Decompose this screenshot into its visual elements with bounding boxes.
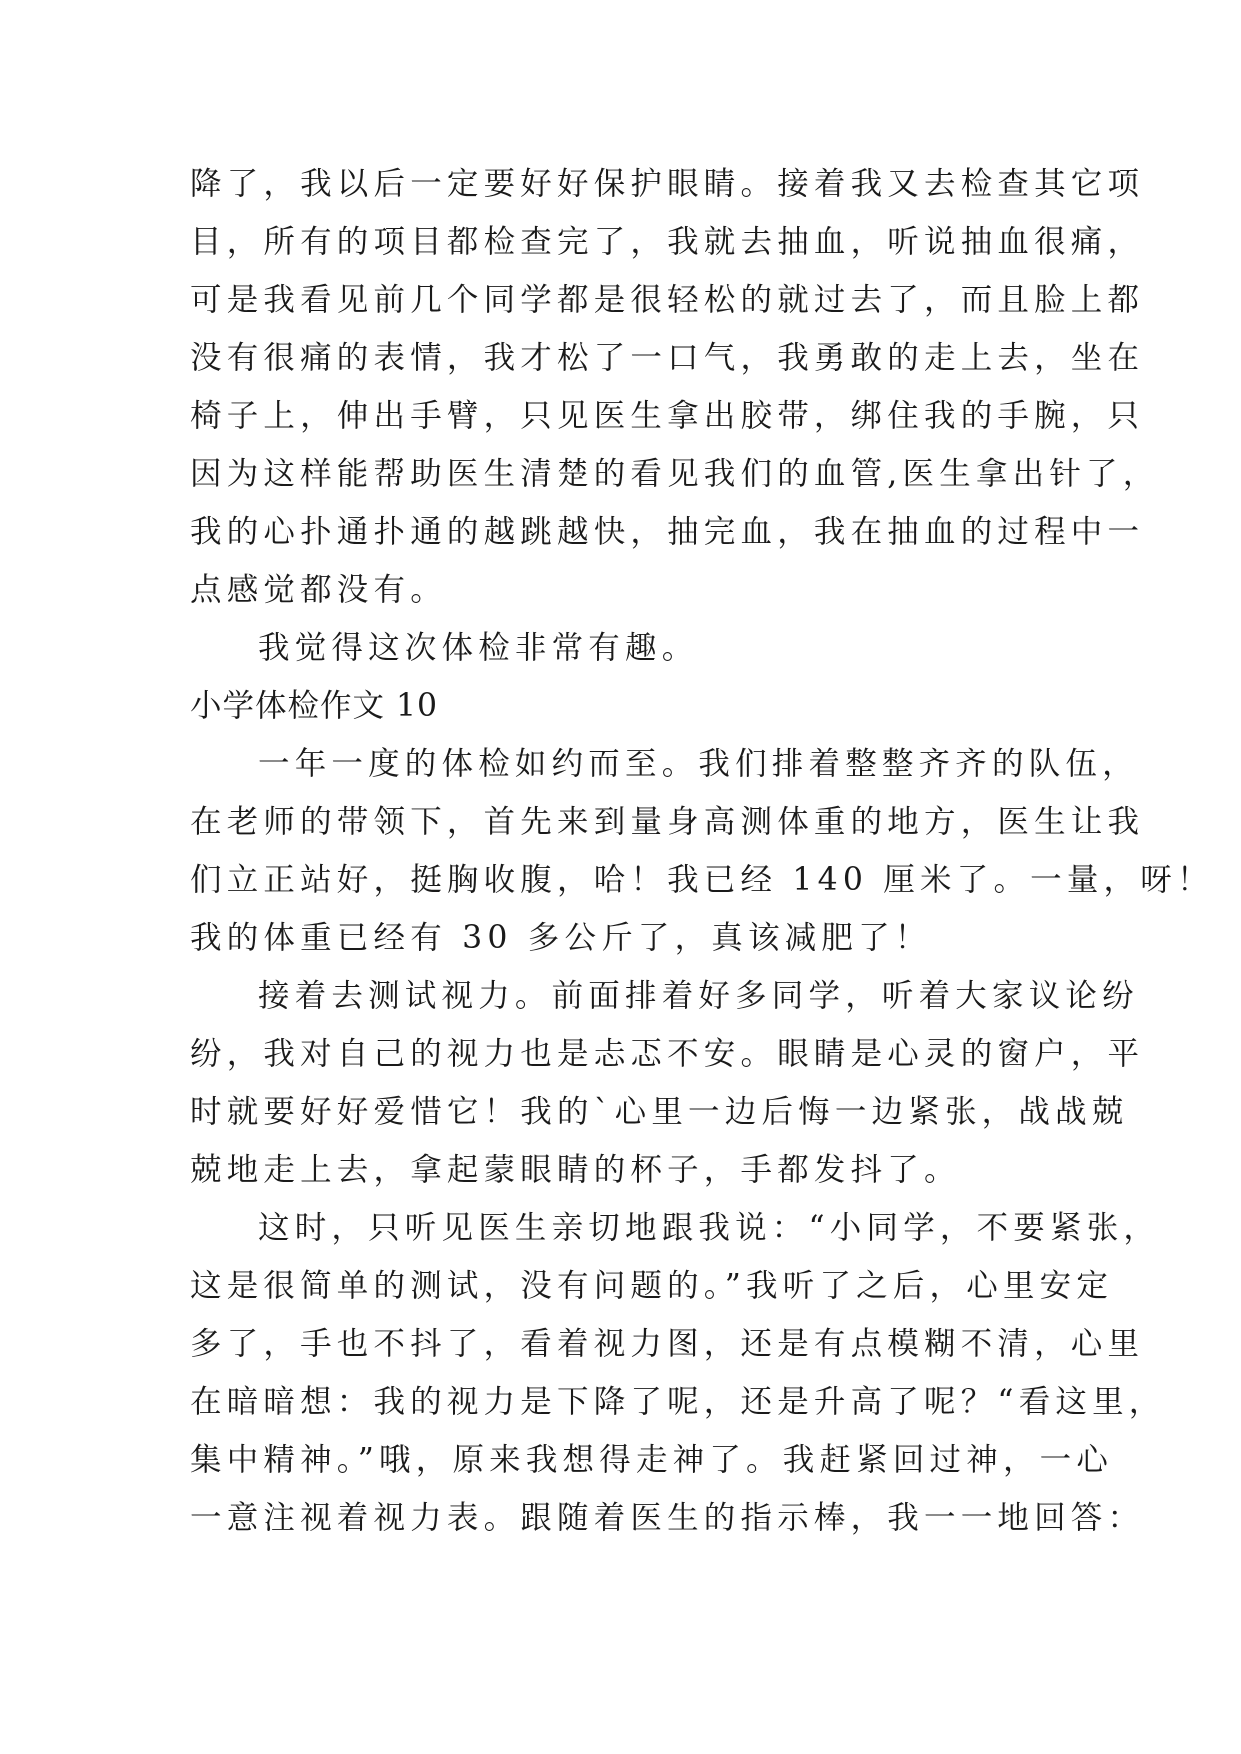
text-line: 降了，我以后一定要好好保护眼睛。接着我又去检查其它项 [190, 166, 1145, 202]
text-line: 时就要好好爱惜它！我的`心里一边后悔一边紧张，战战兢 [190, 1094, 1129, 1130]
text-line: 一意注视着视力表。跟随着医生的指示棒，我一一地回答： [190, 1500, 1145, 1536]
text-line: 兢地走上去，拿起蒙眼睛的杯子，手都发抖了。 [190, 1152, 961, 1188]
paragraph-first-line: 一年一度的体检如约而至。我们排着整整齐齐的队伍， [258, 746, 1139, 782]
text-line: 多了，手也不抖了，看着视力图，还是有点模糊不清，心里 [190, 1326, 1145, 1362]
text-line: 椅子上，伸出手臂，只见医生拿出胶带，绑住我的手腕，只 [190, 398, 1145, 434]
text-line: 在暗暗想：我的视力是下降了呢，还是升高了呢？“看这里， [190, 1384, 1166, 1420]
text-line: 可是我看见前几个同学都是很轻松的就过去了，而且脸上都 [190, 282, 1145, 318]
paragraph-first-line: 这时，只听见医生亲切地跟我说：“小同学，不要紧张， [258, 1210, 1161, 1246]
text-line: 们立正站好，挺胸收腹，哈！我已经 140 厘米了。一量，呀！ [190, 862, 1214, 898]
paragraph-first-line: 我觉得这次体检非常有趣。 [258, 630, 699, 666]
section-heading: 小学体检作文 10 [190, 688, 439, 724]
text-line: 没有很痛的表情，我才松了一口气，我勇敢的走上去，坐在 [190, 340, 1145, 376]
text-line: 集中精神。”哦，原来我想得走神了。我赶紧回过神，一心 [190, 1442, 1114, 1478]
text-line: 因为这样能帮助医生清楚的看见我们的血管,医生拿出针了， [190, 456, 1160, 492]
text-line: 点感觉都没有。 [190, 572, 447, 608]
text-line: 在老师的带领下，首先来到量身高测体重的地方，医生让我 [190, 804, 1145, 840]
text-line: 我的心扑通扑通的越跳越快，抽完血，我在抽血的过程中一 [190, 514, 1145, 550]
text-line: 这是很简单的测试，没有问题的。”我听了之后，心里安定 [190, 1268, 1114, 1304]
text-line: 我的体重已经有 30 多公斤了，真该减肥了！ [190, 920, 932, 956]
paragraph-first-line: 接着去测试视力。前面排着好多同学，听着大家议论纷 [258, 978, 1139, 1014]
text-line: 目，所有的项目都检查完了，我就去抽血，听说抽血很痛， [190, 224, 1145, 260]
text-line: 纷，我对自己的视力也是忐忑不安。眼睛是心灵的窗户，平 [190, 1036, 1145, 1072]
